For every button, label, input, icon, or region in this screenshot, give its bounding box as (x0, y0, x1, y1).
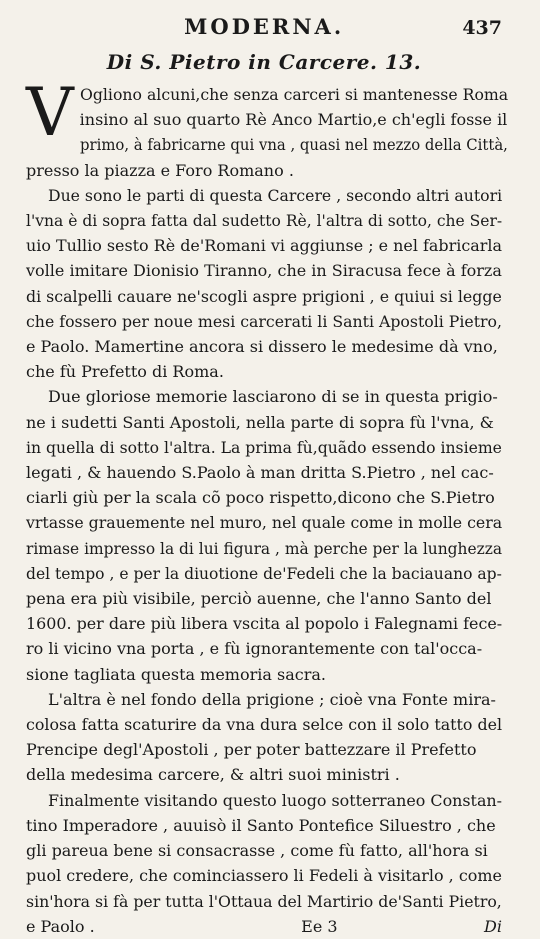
text-line: colosa fatta scaturire da vna dura selce con il solo tatto del (26, 715, 503, 735)
text-line: sione tagliata questa memoria sacra. (26, 664, 326, 684)
running-title: MODERNA. (184, 14, 345, 39)
text-line: L'altra è nel fondo della prigione ; cioè vna Fonte mira- (48, 689, 496, 709)
paragraph-2 (26, 183, 502, 385)
text-line: di scalpelli cauare ne'scogli aspre prigioni , e quiui si legge (26, 286, 502, 306)
text-line: Due gloriose memorie lasciarono di se in questa prigio- (48, 387, 498, 407)
text-line: tino Imperadore , auuisò il Santo Pontefice Siluestro , che (26, 815, 496, 835)
text-line: primo, à fabricarne qui vna , quasi nel mezzo della Città, (79, 135, 508, 155)
drop-cap: V (26, 74, 74, 151)
text-line: l'vna è di sopra fatta dal sudetto Rè, l'altra di sotto, che Ser- (26, 211, 503, 231)
text-line: del tempo , e per la diuotione de'Fedeli che la baciauano ap- (26, 563, 502, 583)
text-line: Finalmente visitando questo luogo sotterraneo Constan- (48, 790, 503, 810)
text-line: ne i sudetti Santi Apostoli, nella parte di sopra fù l'vna, & (26, 412, 494, 432)
last-text-line: e Paolo . (26, 916, 95, 936)
page-number: 437 (462, 17, 502, 39)
text-line: rimase impresso la di lui figura , mà perche per la lunghezza (26, 538, 503, 558)
text-line: in quella di sotto l'altra. La prima fù,quãdo essendo insieme (26, 437, 502, 457)
text-line: e Paolo. Mamertine ancora si dissero le medesime dà vno, (26, 337, 498, 357)
text-line: presso la piazza e Foro Romano . (26, 160, 294, 180)
text-line: Due sono le parti di questa Carcere , secondo altri autori (48, 185, 503, 205)
text-line: Prencipe degl'Apostoli , per poter battezzare il Prefetto (26, 740, 477, 760)
text-line: Ogliono alcuni,che senza carceri si mantenesse Roma (79, 85, 508, 104)
text-line: puol credere, che cominciassero li Fedeli à visitarlo , come (26, 866, 502, 886)
paragraph-3 (26, 384, 502, 686)
text-line: vrtasse grauemente nel muro, nel quale come in molle cera (26, 513, 503, 533)
text-line: che fù Prefetto di Roma. (26, 362, 224, 382)
text-line: legati , & hauendo S.Paolo à man dritta S.Pietro , nel cac- (26, 463, 494, 483)
paragraph-4 (26, 687, 502, 788)
text-line: uio Tullio sesto Rè de'Romani vi aggiunse ; e nel fabricarla (26, 236, 502, 256)
paragraph-5 (26, 788, 502, 914)
text-line: sin'hora si fà per tutta l'Ottaua del Martirio de'Santi Pietro, (26, 891, 502, 911)
text-line: ciarli giù per la scala cõ poco rispetto,dicono che S.Pietro (26, 488, 495, 508)
running-head (26, 14, 502, 46)
text-line: pena era più visibile, perciò auenne, che l'anno Santo del (26, 589, 492, 609)
text-line: della medesima carcere, & altri suoi ministri . (26, 765, 400, 785)
text-line: gli pareua bene si consacrasse , come fù fatto, all'hora si (26, 841, 488, 861)
text-line: ro li vicino vna porta , e fù ignorantemente con tal'occa- (26, 639, 483, 659)
signature-mark: Ee 3 (301, 916, 338, 936)
text-line: insino al suo quarto Rè Anco Martio,e ch'egli fosse il (79, 110, 508, 130)
text-line: che fossero per noue mesi carcerati li Santi Apostoli Pietro, (26, 311, 503, 331)
catchword: Di (484, 916, 502, 936)
page-footer (26, 914, 502, 939)
text-line: 1600. per dare più libera vscita al popolo i Falegnami fece- (26, 614, 503, 634)
section-heading: Di S. Pietro in Carcere. 13. (106, 50, 422, 74)
paragraph-1 (26, 74, 508, 183)
text-line: volle imitare Dionisio Tiranno, che in Siracusa fece à forza (26, 261, 502, 281)
